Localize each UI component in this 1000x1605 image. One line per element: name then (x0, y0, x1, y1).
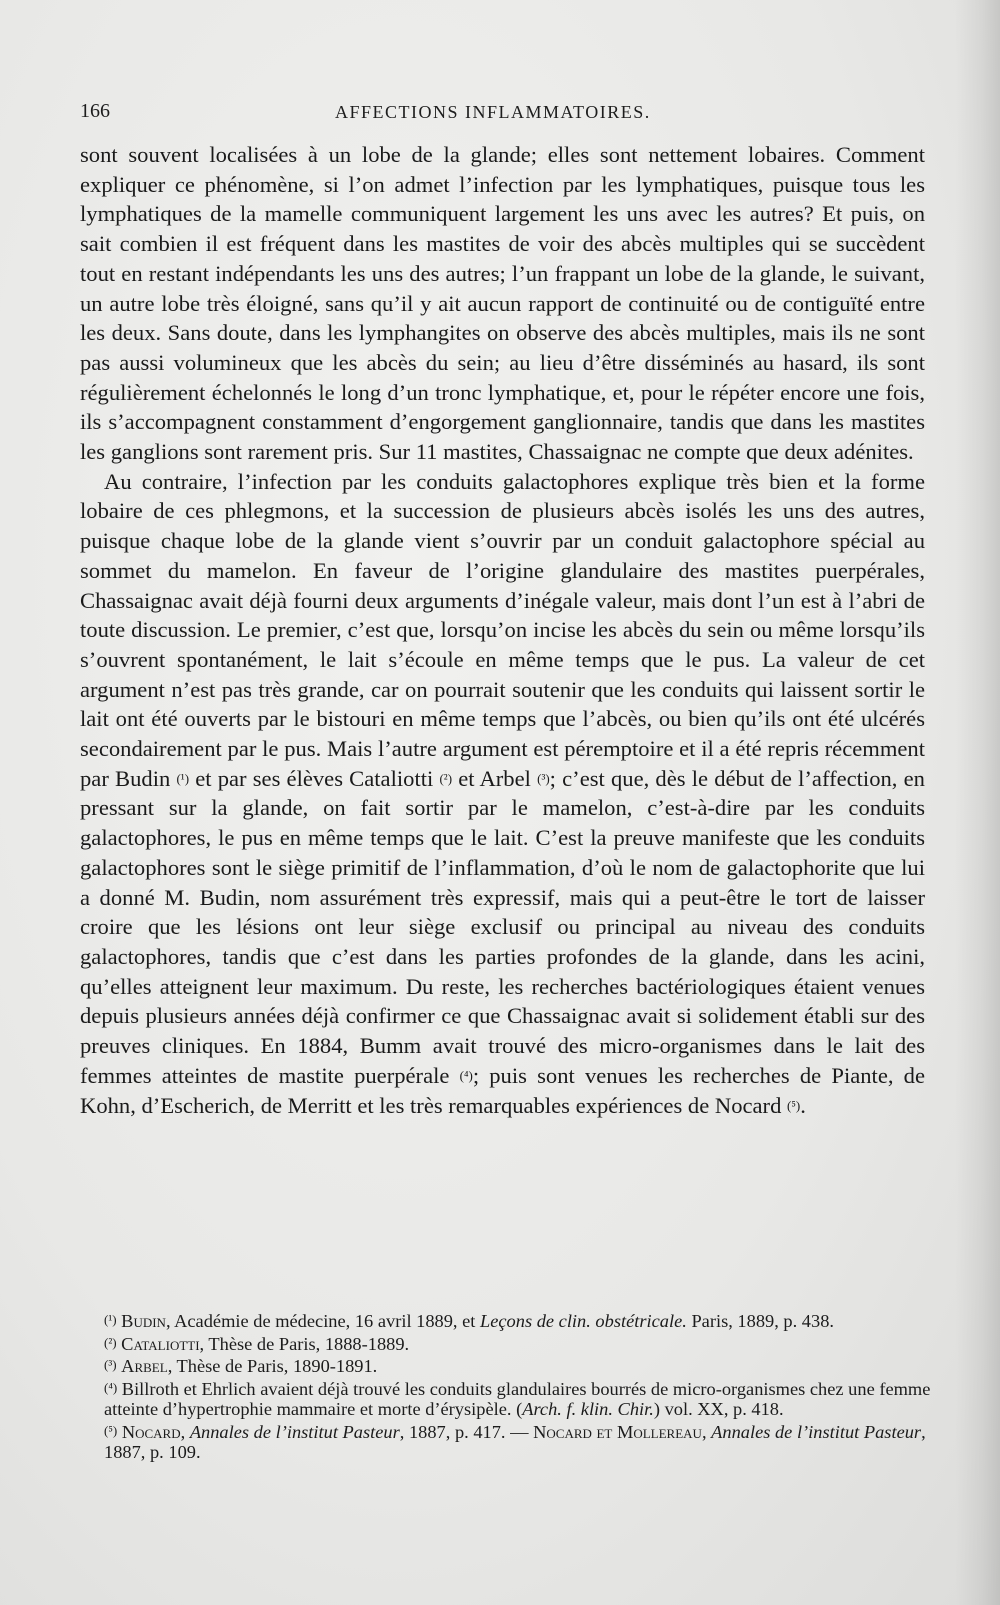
footnote-3 (78, 1355, 940, 1377)
paragraph-text: ; c’est que, dès le début de l’affection, en pressant sur la glande, on fait sortir par le mamelon, c’est-à-dire par les conduits galactophores, le pus en même temps que le lait. C’est la preuve manifeste que les conduits galactophores sont le siège primitif de l’inflammation, d’où le nom de galactophorite que lui a donné M. Budin, nom assurément très expressif, mais qui a peut-être le tort de laisser croire que les lésions ont leur siège exclusif ou principal au niveau des conduits galactophores, tandis que c’est dans les parties profondes de la glande, dans les acini, qu’elles atteignent leur maximum. Du reste, les recherches bactériologiques étaient venues depuis plusieurs années déjà confirmer ce que Chassaignac avait si solidement établi sur des preuves cliniques. En 1884, Bumm avait trouvé des micro-organismes dans le lait des femmes atteintes de mastite puerpérale (80, 765, 925, 1088)
footnote-number: (²) (104, 1334, 117, 1350)
footnote-text: , 1887, p. 417. — (399, 1421, 534, 1442)
footnote-text: ) vol. XX, p. 418. (653, 1399, 784, 1419)
footnote-author: Arbel (121, 1356, 168, 1376)
footnote-text: , Thèse de Paris, 1888-1889. (199, 1333, 410, 1354)
paragraph-text: . (800, 1092, 806, 1118)
paragraph-text: Au contraire, l’infection par les conduits galactophores explique très bien et la forme lobaire de ces phlegmons, et la succession de plusieurs abcès isolés les uns des autres, puisque chaque lobe de la glande vient s’ouvrir par un conduit galactophore spécial au sommet du mamelon. En faveur de l’origine glandulaire des mastites puerpérales, Chassaignac avait déjà fourni deux arguments d’inégale valeur, mais dont l’un est à l’abri de toute discussion. Le premier, c’est que, lorsqu’on incise les abcès du sein ou même lorsqu’ils s’ouvrent spontanément, le lait s’écoule en même temps que le pus. La valeur de cet argument n’est pas très grande, car on pourrait soutenir que les conduits qui laissent sortir le lait ont été ouverts par le bistouri en même temps que l’abcès, ou bien qu’ils ont été ulcérés secondairement par le pus. Mais l’autre argument est péremptoire et il a été repris récemment par Budin (80, 468, 925, 791)
footnote-text: , Thèse de Paris, 1890-1891. (167, 1356, 378, 1376)
paragraph-continued: sont souvent localisées à un lobe de la glande; elles sont nettement lobaires. Comment expliquer ce phénomène, si l’on admet l’infection par les lymphatiques, puisque tous les lymphatiques de la mamelle communiquent largement les uns avec les autres? Et puis, on sait combien il est fréquent dans les mastites de voir des abcès multiples qui se succèdent tout en restant indépendants les uns des autres; l’un frappant un lobe de la glande, le suivant, un autre lobe très éloigné, sans qu’il y ait aucun rapport de continuité ou de contiguïté entre les deux. Sans doute, dans les lymphangites on observe des abcès multiples, mais ils ne sont pas aussi volumineux que les abcès du sein; au lieu d’être disséminés au hasard, ils sont régulièrement échelonnés le long d’un tronc lymphatique, et, pour le répéter encore une fois, ils s’accompagnent constamment d’engorgement ganglionnaire, tandis que dans les mastites les ganglions sont rarement pris. Sur 11 mastites, Chassaignac ne compte que deux adénites. (80, 142, 925, 465)
running-title: AFFECTIONS INFLAMMATOIRES. (335, 102, 651, 122)
footnote-author: Cataliotti (121, 1333, 200, 1354)
footnote-number: (¹) (104, 1312, 117, 1327)
body-text (80, 140, 925, 1120)
footnote-text: , Académie de médecine, 16 avril 1889, et (165, 1311, 480, 1331)
footnote-number: (³) (104, 1357, 117, 1372)
footnote-ref-3: (³) (537, 770, 550, 786)
paragraph-text: et par ses élèves Cataliotti (189, 765, 434, 791)
footnote-text: Billroth et Ehrlich avaient déjà trouvé les conduits glandulaires bourrés de micro-organismes chez une femme atteinte d’hypertrophie mammaire et morte d’érysipèle. ( (104, 1378, 931, 1419)
paragraph-text: et Arbel (452, 765, 531, 791)
paragraph-galactophores (80, 467, 925, 1120)
footnote-number: (⁵) (104, 1422, 118, 1438)
footnote-journal: Annales de l’institut Pasteur (189, 1421, 400, 1442)
footnote-5 (78, 1421, 940, 1463)
page-header (80, 100, 925, 130)
footnote-journal: Arch. f. klin. Chir. (522, 1399, 654, 1419)
footnote-text: , 1887, p. 109. (104, 1421, 926, 1462)
footnote-author: Nocard et Mollereau (533, 1421, 702, 1442)
footnote-text: , (701, 1421, 712, 1442)
paragraph-text: ; puis sont venues les recherches de Piante, de Kohn, d’Escherich, de Merritt et les très remarquables expériences de Nocard (80, 1062, 926, 1118)
footnote-text: Paris, 1889, p. 438. (686, 1311, 834, 1331)
footnote-title: Leçons de clin. obstétricale. (480, 1311, 687, 1331)
page-edge-shadow (955, 0, 1000, 1605)
footnote-journal: Annales de l’institut Pasteur (711, 1421, 922, 1442)
footnote-ref-2: (²) (439, 770, 453, 786)
footnote-author: Budin (121, 1311, 166, 1331)
footnote-number: (⁴) (104, 1379, 118, 1395)
footnote-ref-4: (⁴) (459, 1067, 473, 1083)
footnote-text: , (180, 1421, 190, 1442)
footnote-author: Nocard (121, 1421, 181, 1442)
footnotes (78, 1310, 940, 1464)
footnote-4 (78, 1378, 940, 1420)
footnote-1 (78, 1310, 940, 1332)
footnote-2 (78, 1333, 940, 1355)
page-number: 166 (80, 100, 110, 122)
footnote-ref-5: (⁵) (787, 1097, 801, 1113)
footnote-ref-1: (¹) (176, 770, 190, 786)
